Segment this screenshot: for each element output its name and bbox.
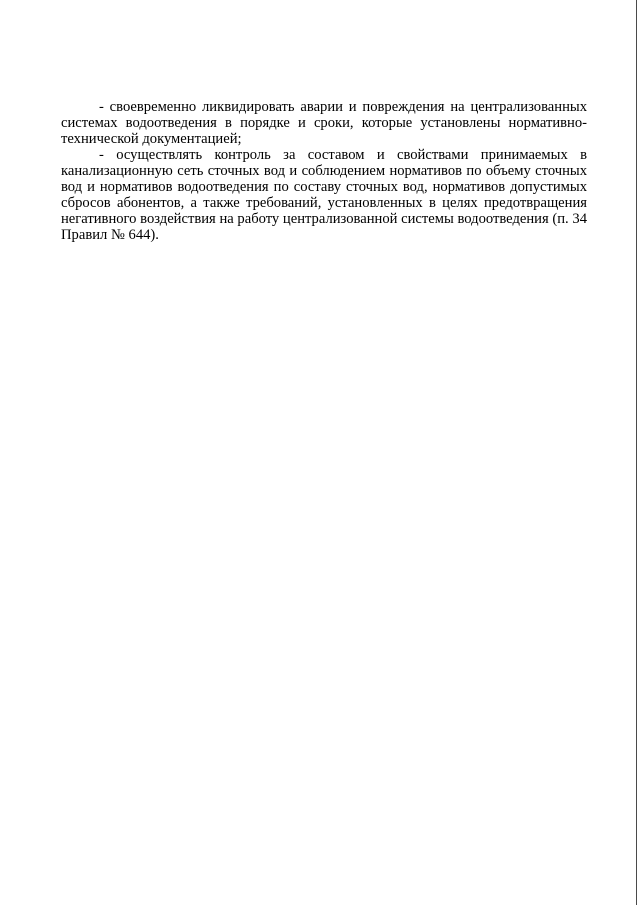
paragraph-accident-liquidation: - своевременно ликвидировать аварии и повреждения на централизованных системах водоотведения в порядке и сроки, которые установлены нормативно-технической документацией; bbox=[61, 99, 587, 147]
scan-edge-line bbox=[636, 0, 637, 905]
paragraph-wastewater-control: - осуществлять контроль за составом и свойствами принимаемых в канализационную сеть сточных вод и соблюдением нормативов по объему сточных вод и нормативов водоотведения по составу сточных вод, нормативов допустимых сбросов абонентов, а также требований, установленных в целях предотвращения негативного воздействия на работу централизованной системы водоотведения (п. 34 Правил № 644). bbox=[61, 147, 587, 243]
document-body bbox=[61, 99, 587, 243]
